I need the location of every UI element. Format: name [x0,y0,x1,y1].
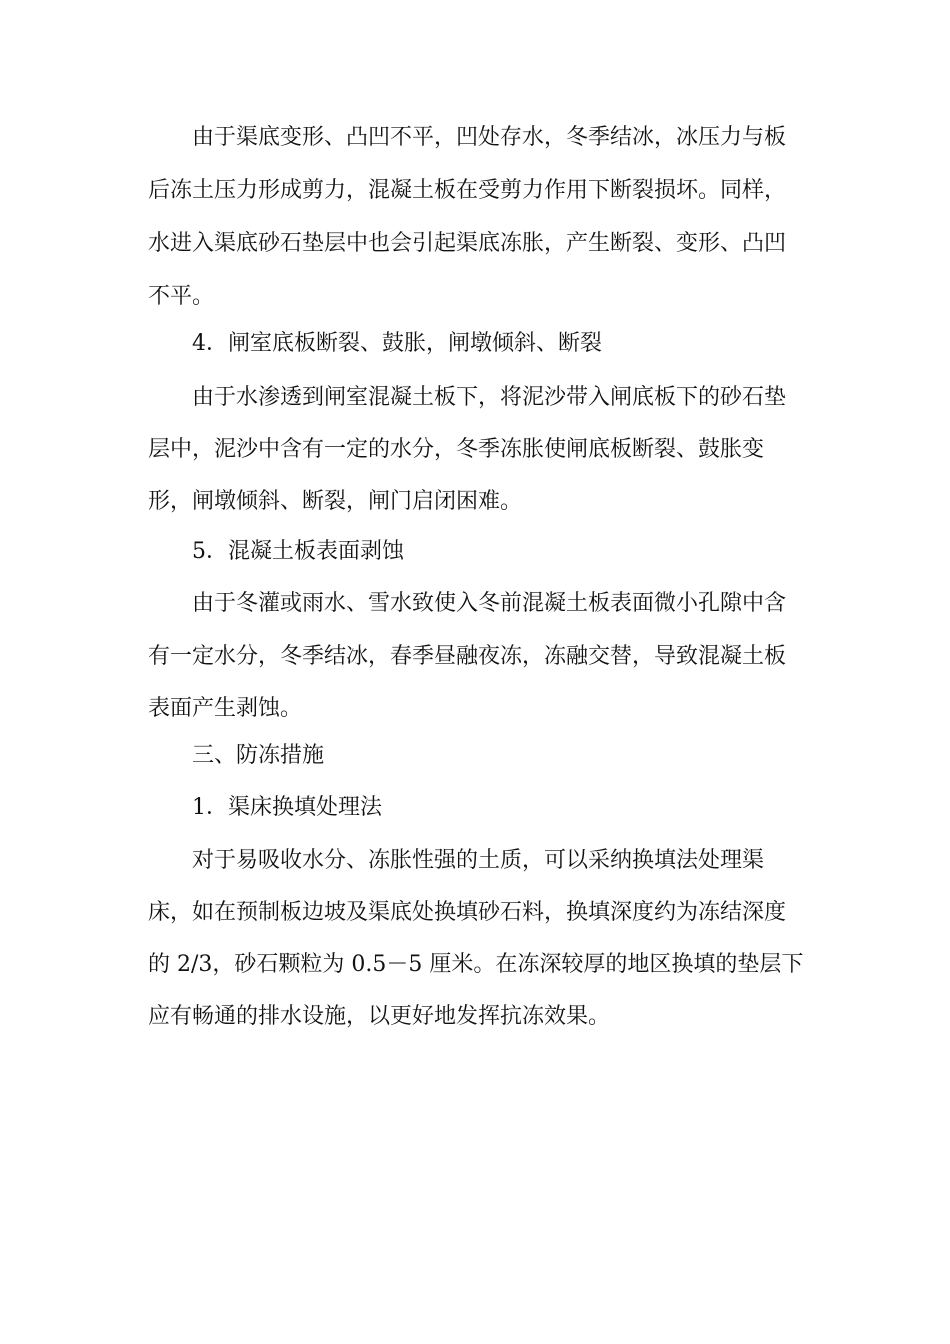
section-heading: 4．闸室底板断裂、鼓胀，闸墩倾斜、断裂 [192,331,602,356]
paragraph-line: 有一定水分，冬季结冰，春季昼融夜冻，冻融交替，导致混凝土板 [148,644,787,669]
paragraph-line: 表面产生剥蚀。 [148,696,303,721]
paragraph-line: 不平。 [148,284,215,309]
section-heading: 5．混凝土板表面剥蚀 [192,539,404,564]
paragraph-line: 水进入渠底砂石垫层中也会引起渠底冻胀，产生断裂、变形、凸凹 [148,231,787,256]
paragraph-line: 由于冬灌或雨水、雪水致使入冬前混凝土板表面微小孔隙中含 [192,591,787,616]
paragraph-line: 层中，泥沙中含有一定的水分，冬季冻胀使闸底板断裂、鼓胀变 [148,437,765,462]
paragraph-line: 的 2/3，砂石颗粒为 0.5－5 厘米。在冻深较厚的地区换填的垫层下 [148,952,804,977]
paragraph-line: 床，如在预制板边坡及渠底处换填砂石料，换填深度约为冻结深度 [148,900,787,925]
paragraph-line: 由于水渗透到闸室混凝土板下，将泥沙带入闸底板下的砂石垫 [192,385,787,410]
paragraph-line: 应有畅通的排水设施，以更好地发挥抗冻效果。 [148,1004,611,1029]
section-heading: 1．渠床换填处理法 [192,795,382,820]
paragraph-line: 由于渠底变形、凸凹不平，凹处存水，冬季结冰，冰压力与板 [192,125,787,150]
paragraph-line: 后冻土压力形成剪力，混凝土板在受剪力作用下断裂损坏。同样， [148,178,787,203]
paragraph-line: 形，闸墩倾斜、断裂，闸门启闭困难。 [148,489,523,514]
section-heading: 三、防冻措施 [192,743,325,768]
paragraph-line: 对于易吸收水分、冻胀性强的土质，可以采纳换填法处理渠 [192,848,765,873]
